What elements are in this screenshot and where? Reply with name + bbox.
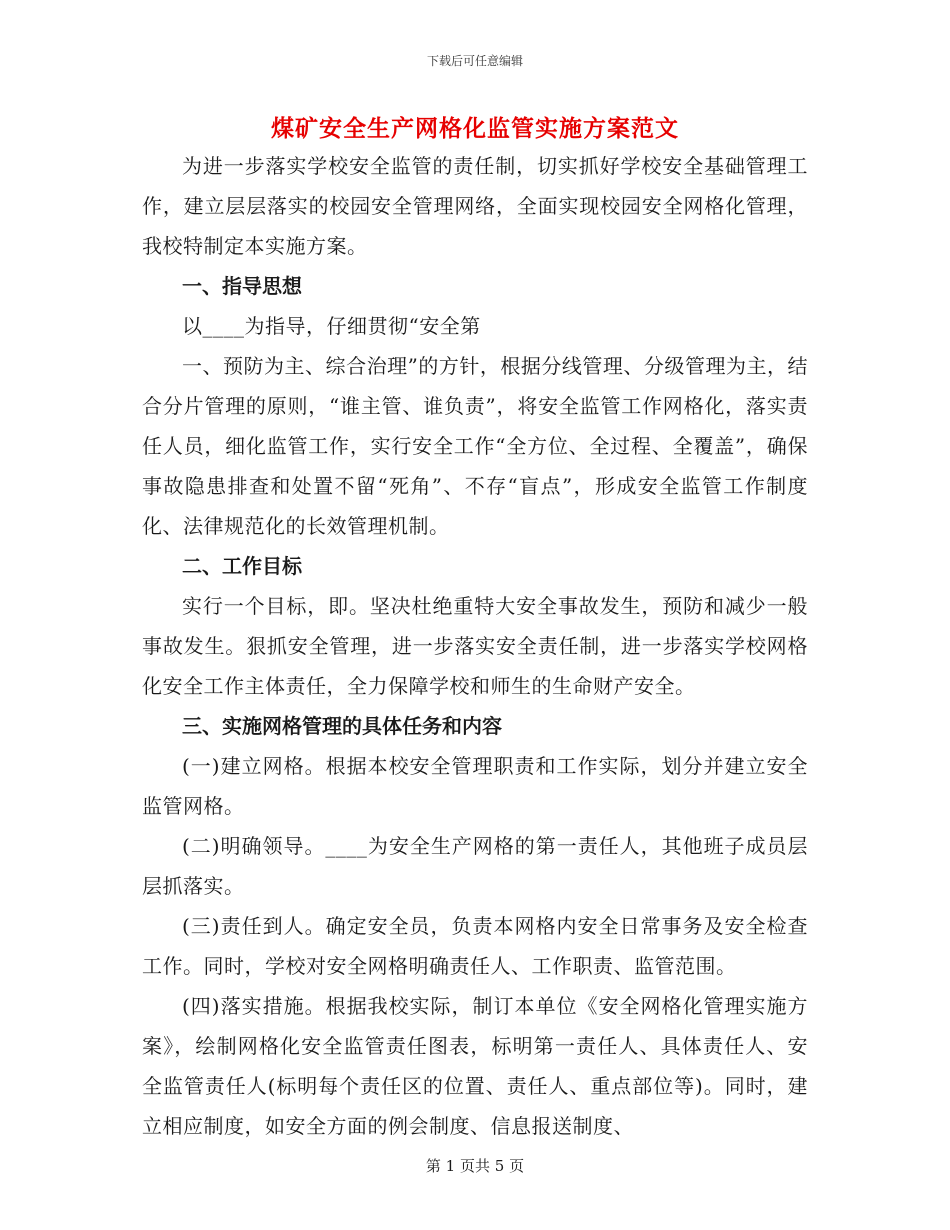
paragraph-guiding-detail: 一、预防为主、综合治理”的方针，根据分线管理、分级管理为主，结合分片管理的原则，“谁主管、谁负责”，将安全监管工作网格化，落实责任人员，细化监管工作，实行安全工作“全方位、全过程、全覆盖”，确保事故隐患排查和处置不留“死角”、不存“盲点”，形成安全监管工作制度化、法律规范化的长效管理机制。 [142, 354, 808, 538]
page-number-footer: 第 1 页共 5 页 [425, 1157, 525, 1175]
section-heading-tasks: 三、实施网格管理的具体任务和内容 [182, 714, 502, 738]
paragraph-guiding-lead: 以____为指导，仔细贯彻“安全第 [182, 314, 481, 338]
page-header-note: 下载后可任意编辑 [426, 54, 523, 68]
section-heading-work-goal: 二、工作目标 [182, 554, 302, 578]
paragraph-task-responsibility: (三)责任到人。确定安全员，负责本网格内安全日常事务及安全检查工作。同时，学校对安全网格明确责任人、工作职责、监管范围。 [142, 914, 808, 978]
paragraph-task-grid: (一)建立网格。根据本校安全管理职责和工作实际，划分并建立安全监管网格。 [142, 754, 808, 818]
intro-paragraph: 为进一步落实学校安全监管的责任制，切实抓好学校安全基础管理工作，建立层层落实的校园安全管理网络，全面实现校园安全网格化管理，我校特制定本实施方案。 [142, 154, 808, 258]
document-body [142, 146, 808, 1146]
section-heading-guiding-thought: 一、指导思想 [182, 274, 302, 298]
paragraph-task-measures: (四)落实措施。根据我校实际，制订本单位《安全网格化管理实施方案》，绘制网格化安全监管责任图表，标明第一责任人、具体责任人、安全监管责任人(标明每个责任区的位置、责任人、重点部位等)。同时，建立相应制度，如安全方面的例会制度、信息报送制度、 [142, 994, 808, 1138]
paragraph-task-leadership: (二)明确领导。____为安全生产网格的第一责任人，其他班子成员层层抓落实。 [142, 834, 808, 898]
document-title: 煤矿安全生产网格化监管实施方案范文 [271, 115, 679, 142]
paragraph-work-goal: 实行一个目标，即。坚决杜绝重特大安全事故发生，预防和减少一般事故发生。狠抓安全管理，进一步落实安全责任制，进一步落实学校网格化安全工作主体责任，全力保障学校和师生的生命财产安全。 [142, 594, 808, 698]
